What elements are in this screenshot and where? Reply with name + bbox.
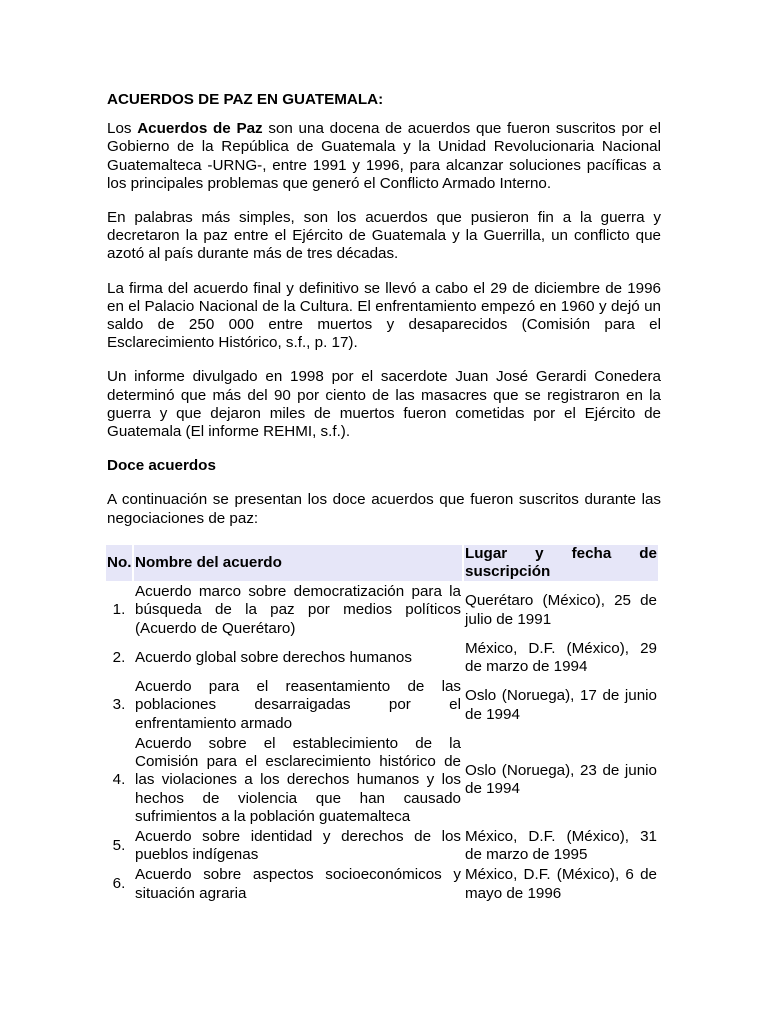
row-number: 1. [112, 601, 126, 619]
row-place-date: México, D.F. (México), 29 de marzo de 1994 [465, 639, 657, 676]
table-row [106, 640, 658, 676]
paragraph-definition-rest: son una docena de acuerdos que fueron suscritos por el Gobierno de la República de Guatemala y la Unidad Revolucionaria Nacional Guatemalteca -URNG-, entre 1991 y 1996, para alcanzar soluciones pacíficas a los principales problemas que generó el Conflicto Armado Interno. [107, 120, 661, 192]
row-place-date: México, D.F. (México), 6 de mayo de 1996 [465, 866, 657, 902]
row-number: 5. [112, 837, 126, 854]
paragraph-definition-lead: Los [107, 120, 138, 138]
row-number: 2. [112, 648, 126, 666]
row-agreement-name: Acuerdo sobre el establecimiento de la Comisión para el esclarecimiento histórico de las violaciones a los derechos humanos y los hechos de violencia que han causado sufrimientos a la población guatemalteca [135, 734, 461, 825]
row-agreement-name: Acuerdo para el reasentamiento de las poblaciones desarraigadas por el enfrentamiento armado [135, 678, 461, 732]
table-header-row [106, 545, 658, 581]
paragraph-definition-bold: Acuerdos de Paz [137, 120, 263, 138]
paragraph-intro: A continuación se presentan los doce acuerdos que fueron suscritos durante las negociaciones de paz: [107, 491, 661, 527]
paragraph-simple-words: En palabras más simples, son los acuerdos que pusieron fin a la guerra y decretaron la paz entre el Ejército de Guatemala y la Guerrilla, un conflicto que azotó al país durante más de tres décadas. [107, 209, 661, 263]
header-number: No. [106, 545, 132, 581]
table-row [106, 678, 658, 733]
row-agreement-name: Acuerdo marco sobre democratización para la búsqueda de la paz por medios políticos (Acuerdo de Querétaro) [135, 583, 461, 637]
document-title: ACUERDOS DE PAZ EN GUATEMALA: [107, 91, 384, 108]
section-subtitle: Doce acuerdos [107, 457, 216, 475]
row-place-date: México, D.F. (México), 31 de marzo de 1995 [465, 827, 657, 864]
row-agreement-name: Acuerdo global sobre derechos humanos [135, 648, 412, 666]
row-place-date: Querétaro (México), 25 de julio de 1991 [465, 592, 657, 628]
row-agreement-name: Acuerdo sobre aspectos socioeconómicos y situación agraria [135, 866, 461, 902]
header-agreement-name: Nombre del acuerdo [134, 545, 462, 581]
document-page [107, 91, 661, 905]
row-place-date: Oslo (Noruega), 23 de junio de 1994 [465, 762, 657, 798]
paragraph-final-signing: La firma del acuerdo final y definitivo se llevó a cabo el 29 de diciembre de 1996 en el Palacio Nacional de la Cultura. El enfrentamiento empezó en 1960 y dejó un saldo de 250 000 entre muertos y desaparecidos (Comisión para el Esclarecimiento Histórico, s.f., p. 17). [107, 279, 661, 352]
header-place-date: Lugar y fecha de suscripción [465, 544, 657, 581]
paragraph-report: Un informe divulgado en 1998 por el sacerdote Juan José Gerardi Conedera determinó que más del 90 por ciento de las masacres que se registraron en la guerra y que dejaron miles de muertos fueron cometidas por el Ejército de Guatemala (El informe REHMI, s.f.). [107, 368, 661, 441]
row-number: 3. [112, 696, 126, 714]
paragraph-definition [107, 120, 661, 193]
row-number: 6. [112, 875, 126, 893]
table-row [106, 735, 658, 826]
row-place-date: Oslo (Noruega), 17 de junio de 1994 [465, 687, 657, 723]
table-row [106, 583, 658, 638]
row-number: 4. [112, 771, 126, 789]
row-agreement-name: Acuerdo sobre identidad y derechos de los pueblos indígenas [135, 827, 461, 864]
agreements-table [104, 543, 660, 905]
table-row [106, 828, 658, 864]
table-row [106, 866, 658, 902]
